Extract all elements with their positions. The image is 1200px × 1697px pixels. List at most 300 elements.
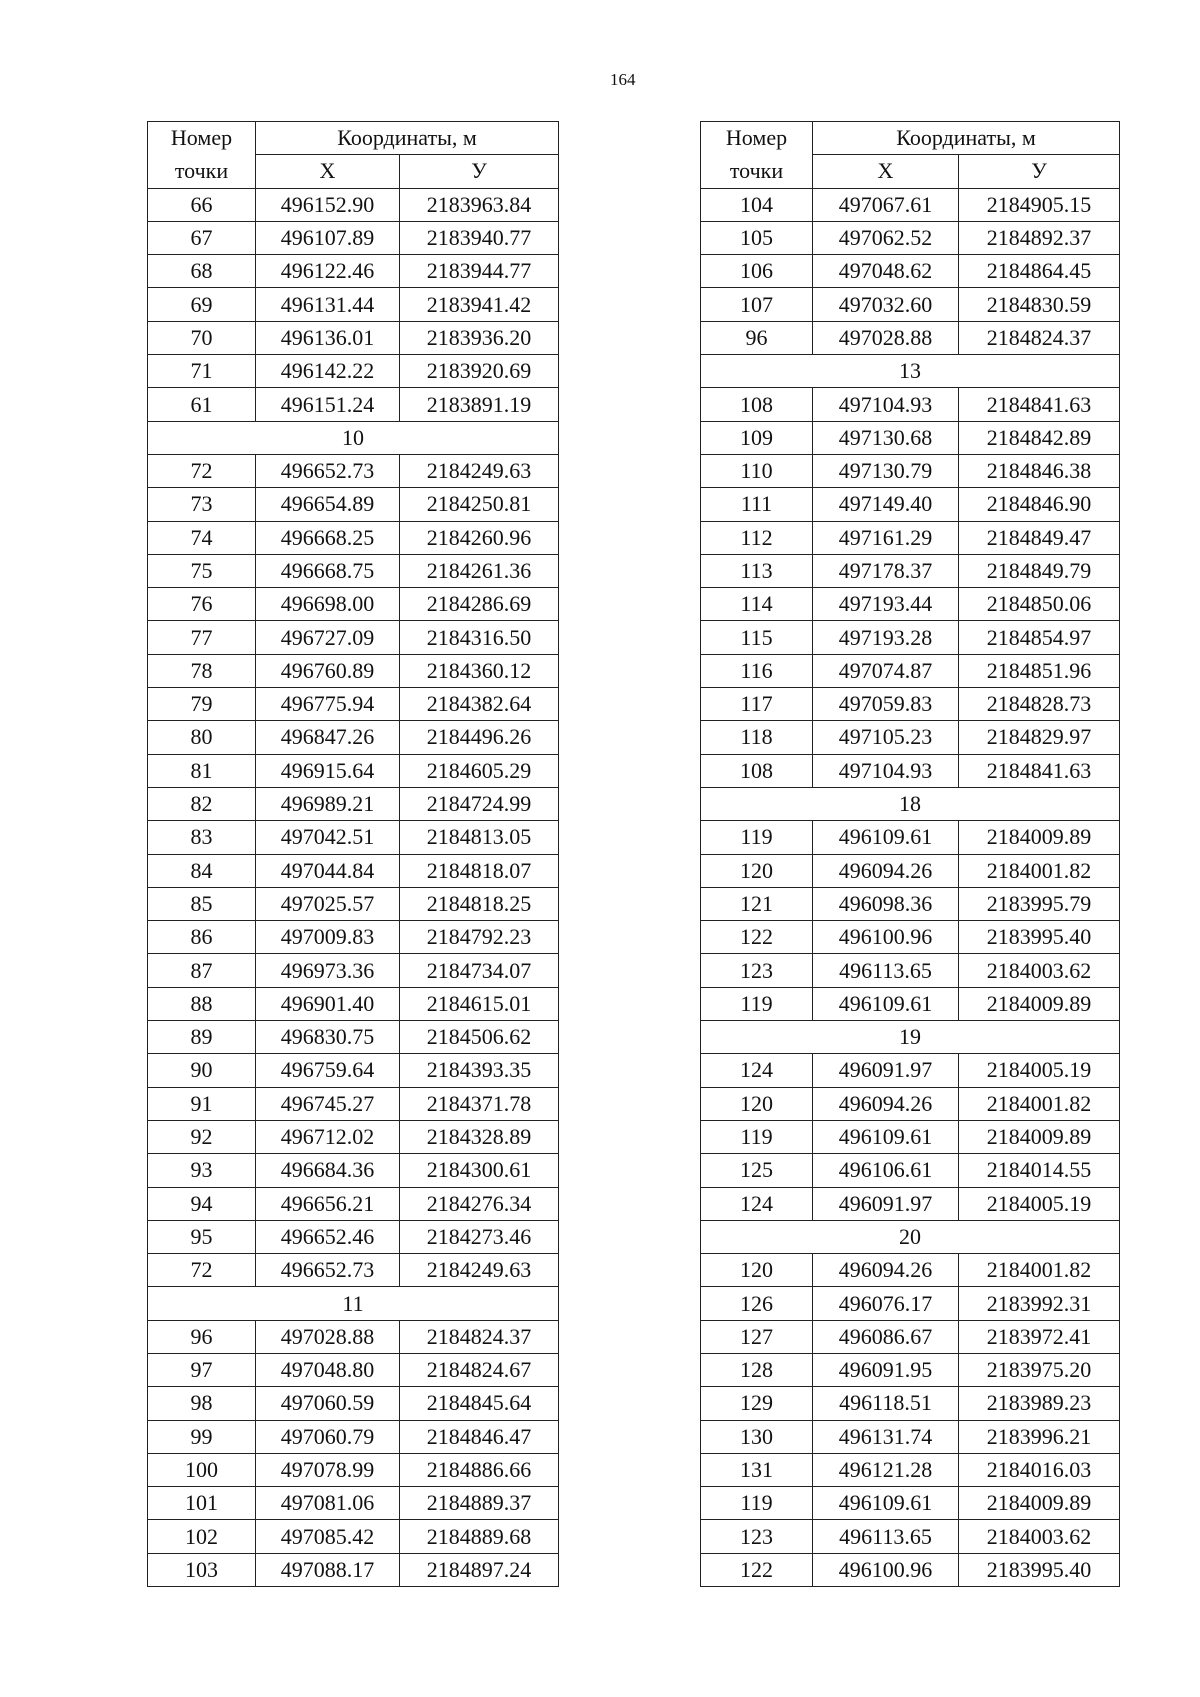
- point-number-cell: 72: [148, 1254, 256, 1287]
- y-coordinate-cell: 2183995.40: [959, 1553, 1120, 1586]
- x-coordinate-cell: 496151.24: [256, 388, 400, 421]
- x-coordinate-cell: 496113.65: [813, 954, 959, 987]
- x-coordinate-cell: 496109.61: [813, 821, 959, 854]
- table-row: [148, 688, 559, 721]
- point-number-cell: 106: [701, 255, 813, 288]
- y-coordinate-cell: 2184261.36: [400, 554, 559, 587]
- y-coordinate-cell: 2184813.05: [400, 821, 559, 854]
- group-number: 13: [701, 355, 1120, 388]
- x-coordinate-cell: 496131.44: [256, 288, 400, 321]
- x-coordinate-cell: 497078.99: [256, 1453, 400, 1486]
- table-row: [148, 1320, 559, 1353]
- point-number-cell: 88: [148, 987, 256, 1020]
- x-coordinate-cell: 496759.64: [256, 1054, 400, 1087]
- coordinates-header: Координаты, м: [256, 122, 559, 155]
- point-number-cell: 122: [701, 921, 813, 954]
- x-coordinate-cell: 496652.46: [256, 1220, 400, 1253]
- x-coordinate-cell: 497048.80: [256, 1353, 400, 1386]
- table-row: [148, 355, 559, 388]
- point-number-cell: 113: [701, 554, 813, 587]
- table-row: [701, 588, 1120, 621]
- point-number-cell: 99: [148, 1420, 256, 1453]
- table-row: [148, 954, 559, 987]
- point-number-header-2: точки: [701, 155, 813, 188]
- y-coordinate-cell: 2184829.97: [959, 721, 1120, 754]
- x-coordinate-cell: 497088.17: [256, 1553, 400, 1586]
- table-row: [701, 554, 1120, 587]
- table-row: [701, 1087, 1120, 1120]
- x-coordinate-cell: 497062.52: [813, 221, 959, 254]
- x-coordinate-cell: 497028.88: [813, 321, 959, 354]
- x-coordinate-cell: 496076.17: [813, 1287, 959, 1320]
- group-row: [148, 421, 559, 454]
- x-coordinate-cell: 497130.68: [813, 421, 959, 454]
- x-coordinate-cell: 496091.97: [813, 1054, 959, 1087]
- point-number-cell: 123: [701, 1520, 813, 1553]
- table-row: [148, 1187, 559, 1220]
- point-number-cell: 89: [148, 1021, 256, 1054]
- point-number-cell: 73: [148, 488, 256, 521]
- y-coordinate-cell: 2184830.59: [959, 288, 1120, 321]
- point-number-cell: 122: [701, 1553, 813, 1586]
- x-coordinate-cell: 496654.89: [256, 488, 400, 521]
- point-number-cell: 67: [148, 221, 256, 254]
- point-number-cell: 105: [701, 221, 813, 254]
- page-number: 164: [610, 70, 636, 89]
- point-number-cell: 120: [701, 1087, 813, 1120]
- x-coordinate-cell: 497161.29: [813, 521, 959, 554]
- point-number-cell: 102: [148, 1520, 256, 1553]
- group-number: 18: [701, 787, 1120, 820]
- y-coordinate-cell: 2184841.63: [959, 388, 1120, 421]
- y-coordinate-cell: 2183963.84: [400, 188, 559, 221]
- x-coordinate-cell: 496973.36: [256, 954, 400, 987]
- point-number-cell: 90: [148, 1054, 256, 1087]
- x-coordinate-cell: 496091.95: [813, 1353, 959, 1386]
- point-number-cell: 121: [701, 887, 813, 920]
- point-number-cell: 72: [148, 454, 256, 487]
- table-row: [148, 321, 559, 354]
- table-row: [701, 1453, 1120, 1486]
- point-number-cell: 123: [701, 954, 813, 987]
- table-row: [701, 1420, 1120, 1453]
- x-coordinate-cell: 496652.73: [256, 1254, 400, 1287]
- table-row: [148, 1220, 559, 1253]
- x-coordinate-cell: 496109.61: [813, 987, 959, 1020]
- table-row: [148, 554, 559, 587]
- point-number-cell: 94: [148, 1187, 256, 1220]
- point-number-cell: 116: [701, 654, 813, 687]
- x-coordinate-cell: 496100.96: [813, 921, 959, 954]
- table-row: [701, 987, 1120, 1020]
- table-row: [148, 721, 559, 754]
- point-number-cell: 104: [701, 188, 813, 221]
- y-coordinate-cell: 2184003.62: [959, 954, 1120, 987]
- table-row: [148, 188, 559, 221]
- group-row: [701, 787, 1120, 820]
- x-coordinate-cell: 496131.74: [813, 1420, 959, 1453]
- point-number-cell: 85: [148, 887, 256, 920]
- table-row: [148, 921, 559, 954]
- point-number-cell: 92: [148, 1120, 256, 1153]
- group-number: 19: [701, 1021, 1120, 1054]
- table-row: [701, 854, 1120, 887]
- point-number-cell: 77: [148, 621, 256, 654]
- point-number-cell: 100: [148, 1453, 256, 1486]
- x-coordinate-cell: 496109.61: [813, 1120, 959, 1153]
- table-row: [701, 1154, 1120, 1187]
- table-row: [701, 1254, 1120, 1287]
- point-number-cell: 80: [148, 721, 256, 754]
- table-row: [148, 754, 559, 787]
- point-number-cell: 131: [701, 1453, 813, 1486]
- y-coordinate-cell: 2184260.96: [400, 521, 559, 554]
- point-number-cell: 61: [148, 388, 256, 421]
- x-coordinate-cell: 497067.61: [813, 188, 959, 221]
- x-coordinate-cell: 496745.27: [256, 1087, 400, 1120]
- x-coordinate-cell: 497028.88: [256, 1320, 400, 1353]
- table-row: [148, 987, 559, 1020]
- x-coordinate-cell: 497193.28: [813, 621, 959, 654]
- coordinates-header: Координаты, м: [813, 122, 1120, 155]
- y-coordinate-cell: 2183995.40: [959, 921, 1120, 954]
- x-coordinate-cell: 497059.83: [813, 688, 959, 721]
- y-header: У: [959, 155, 1120, 188]
- group-number: 10: [148, 421, 559, 454]
- point-number-cell: 87: [148, 954, 256, 987]
- x-coordinate-cell: 496100.96: [813, 1553, 959, 1586]
- table-row: [148, 1154, 559, 1187]
- x-header: Х: [813, 155, 959, 188]
- y-coordinate-cell: 2184009.89: [959, 1120, 1120, 1153]
- y-coordinate-cell: 2184846.90: [959, 488, 1120, 521]
- point-number-cell: 125: [701, 1154, 813, 1187]
- y-coordinate-cell: 2184371.78: [400, 1087, 559, 1120]
- x-coordinate-cell: 496113.65: [813, 1520, 959, 1553]
- y-coordinate-cell: 2184273.46: [400, 1220, 559, 1253]
- y-coordinate-cell: 2184496.26: [400, 721, 559, 754]
- x-coordinate-cell: 496727.09: [256, 621, 400, 654]
- table-row: [148, 488, 559, 521]
- x-coordinate-cell: 497104.93: [813, 754, 959, 787]
- point-number-cell: 120: [701, 854, 813, 887]
- y-coordinate-cell: 2184328.89: [400, 1120, 559, 1153]
- x-coordinate-cell: 497060.59: [256, 1387, 400, 1420]
- point-number-cell: 130: [701, 1420, 813, 1453]
- table-row: [701, 1353, 1120, 1386]
- y-coordinate-cell: 2184009.89: [959, 1487, 1120, 1520]
- table-row: [701, 255, 1120, 288]
- point-number-cell: 93: [148, 1154, 256, 1187]
- point-number-cell: 79: [148, 688, 256, 721]
- y-coordinate-cell: 2184615.01: [400, 987, 559, 1020]
- table-row: [701, 621, 1120, 654]
- point-number-cell: 119: [701, 1120, 813, 1153]
- x-coordinate-cell: 497074.87: [813, 654, 959, 687]
- y-coordinate-cell: 2184016.03: [959, 1453, 1120, 1486]
- y-coordinate-cell: 2184792.23: [400, 921, 559, 954]
- y-coordinate-cell: 2183975.20: [959, 1353, 1120, 1386]
- x-coordinate-cell: 496142.22: [256, 355, 400, 388]
- y-coordinate-cell: 2184300.61: [400, 1154, 559, 1187]
- point-number-cell: 128: [701, 1353, 813, 1386]
- point-number-cell: 95: [148, 1220, 256, 1253]
- y-coordinate-cell: 2184316.50: [400, 621, 559, 654]
- point-number-cell: 117: [701, 688, 813, 721]
- x-coordinate-cell: 496668.25: [256, 521, 400, 554]
- point-number-cell: 69: [148, 288, 256, 321]
- table-row: [148, 854, 559, 887]
- point-number-cell: 114: [701, 588, 813, 621]
- table-row: [701, 454, 1120, 487]
- table-row: [701, 654, 1120, 687]
- table-row: [148, 1420, 559, 1453]
- point-number-header: Номер: [701, 122, 813, 155]
- y-coordinate-cell: 2183992.31: [959, 1287, 1120, 1320]
- y-coordinate-cell: 2184005.19: [959, 1187, 1120, 1220]
- x-coordinate-cell: 496652.73: [256, 454, 400, 487]
- point-number-cell: 101: [148, 1487, 256, 1520]
- point-number-cell: 68: [148, 255, 256, 288]
- y-coordinate-cell: 2183972.41: [959, 1320, 1120, 1353]
- point-number-cell: 119: [701, 987, 813, 1020]
- x-coordinate-cell: 496668.75: [256, 554, 400, 587]
- y-header: У: [400, 155, 559, 188]
- table-row: [148, 1387, 559, 1420]
- point-number-cell: 96: [148, 1320, 256, 1353]
- group-row: [701, 355, 1120, 388]
- y-coordinate-cell: 2184824.37: [400, 1320, 559, 1353]
- table-row: [148, 621, 559, 654]
- point-number-cell: 74: [148, 521, 256, 554]
- y-coordinate-cell: 2184905.15: [959, 188, 1120, 221]
- group-row: [148, 1287, 559, 1320]
- x-coordinate-cell: 496091.97: [813, 1187, 959, 1220]
- point-number-cell: 103: [148, 1553, 256, 1586]
- y-coordinate-cell: 2184724.99: [400, 787, 559, 820]
- table-row: [701, 488, 1120, 521]
- x-coordinate-cell: 496121.28: [813, 1453, 959, 1486]
- point-number-cell: 71: [148, 355, 256, 388]
- point-number-header-2: точки: [148, 155, 256, 188]
- y-coordinate-cell: 2184849.79: [959, 554, 1120, 587]
- coordinates-table-right: [700, 121, 1120, 1587]
- table-row: [701, 1120, 1120, 1153]
- x-coordinate-cell: 497193.44: [813, 588, 959, 621]
- y-coordinate-cell: 2184250.81: [400, 488, 559, 521]
- point-number-cell: 118: [701, 721, 813, 754]
- point-number-cell: 108: [701, 388, 813, 421]
- y-coordinate-cell: 2184828.73: [959, 688, 1120, 721]
- x-coordinate-cell: 497149.40: [813, 488, 959, 521]
- y-coordinate-cell: 2184849.47: [959, 521, 1120, 554]
- y-coordinate-cell: 2183941.42: [400, 288, 559, 321]
- y-coordinate-cell: 2184851.96: [959, 654, 1120, 687]
- x-coordinate-cell: 496712.02: [256, 1120, 400, 1153]
- table-row: [701, 721, 1120, 754]
- x-coordinate-cell: 497048.62: [813, 255, 959, 288]
- table-row: [701, 188, 1120, 221]
- x-coordinate-cell: 497105.23: [813, 721, 959, 754]
- x-coordinate-cell: 496086.67: [813, 1320, 959, 1353]
- x-coordinate-cell: 497130.79: [813, 454, 959, 487]
- y-coordinate-cell: 2184892.37: [959, 221, 1120, 254]
- table-row: [701, 1187, 1120, 1220]
- table-row: [701, 221, 1120, 254]
- point-number-cell: 111: [701, 488, 813, 521]
- x-coordinate-cell: 496915.64: [256, 754, 400, 787]
- y-coordinate-cell: 2183995.79: [959, 887, 1120, 920]
- point-number-cell: 84: [148, 854, 256, 887]
- y-coordinate-cell: 2184824.67: [400, 1353, 559, 1386]
- y-coordinate-cell: 2184841.63: [959, 754, 1120, 787]
- group-row: [701, 1021, 1120, 1054]
- table-row: [148, 255, 559, 288]
- x-coordinate-cell: 496775.94: [256, 688, 400, 721]
- group-number: 11: [148, 1287, 559, 1320]
- x-coordinate-cell: 496094.26: [813, 854, 959, 887]
- table-row: [148, 454, 559, 487]
- table-row: [701, 1054, 1120, 1087]
- y-coordinate-cell: 2184864.45: [959, 255, 1120, 288]
- table-row: [701, 1287, 1120, 1320]
- x-coordinate-cell: 496107.89: [256, 221, 400, 254]
- point-number-cell: 78: [148, 654, 256, 687]
- table-row: [148, 1120, 559, 1153]
- x-coordinate-cell: 496989.21: [256, 787, 400, 820]
- x-coordinate-cell: 496698.00: [256, 588, 400, 621]
- table-row: [701, 921, 1120, 954]
- point-number-cell: 108: [701, 754, 813, 787]
- x-coordinate-cell: 496684.36: [256, 1154, 400, 1187]
- coordinates-table-left: [147, 121, 559, 1587]
- table-row: [148, 388, 559, 421]
- x-coordinate-cell: 497178.37: [813, 554, 959, 587]
- x-coordinate-cell: 496098.36: [813, 887, 959, 920]
- point-number-header: Номер: [148, 122, 256, 155]
- x-coordinate-cell: 497032.60: [813, 288, 959, 321]
- point-number-cell: 81: [148, 754, 256, 787]
- point-number-cell: 82: [148, 787, 256, 820]
- table-row: [148, 1553, 559, 1586]
- table-row: [148, 1487, 559, 1520]
- table-row: [701, 887, 1120, 920]
- x-coordinate-cell: 497085.42: [256, 1520, 400, 1553]
- y-coordinate-cell: 2183996.21: [959, 1420, 1120, 1453]
- x-coordinate-cell: 496094.26: [813, 1087, 959, 1120]
- table-row: [148, 787, 559, 820]
- y-coordinate-cell: 2184003.62: [959, 1520, 1120, 1553]
- y-coordinate-cell: 2183989.23: [959, 1387, 1120, 1420]
- y-coordinate-cell: 2184818.25: [400, 887, 559, 920]
- y-coordinate-cell: 2184850.06: [959, 588, 1120, 621]
- table-row: [148, 588, 559, 621]
- y-coordinate-cell: 2184249.63: [400, 454, 559, 487]
- point-number-cell: 115: [701, 621, 813, 654]
- x-header: Х: [256, 155, 400, 188]
- x-coordinate-cell: 496830.75: [256, 1021, 400, 1054]
- table-row: [148, 1054, 559, 1087]
- point-number-cell: 97: [148, 1353, 256, 1386]
- x-coordinate-cell: 496109.61: [813, 1487, 959, 1520]
- table-row: [701, 288, 1120, 321]
- y-coordinate-cell: 2184014.55: [959, 1154, 1120, 1187]
- group-number: 20: [701, 1220, 1120, 1253]
- table-row: [701, 421, 1120, 454]
- point-number-cell: 109: [701, 421, 813, 454]
- point-number-cell: 119: [701, 1487, 813, 1520]
- y-coordinate-cell: 2184846.47: [400, 1420, 559, 1453]
- x-coordinate-cell: 497009.83: [256, 921, 400, 954]
- y-coordinate-cell: 2184734.07: [400, 954, 559, 987]
- point-number-cell: 129: [701, 1387, 813, 1420]
- y-coordinate-cell: 2183891.19: [400, 388, 559, 421]
- point-number-cell: 83: [148, 821, 256, 854]
- y-coordinate-cell: 2184845.64: [400, 1387, 559, 1420]
- point-number-cell: 119: [701, 821, 813, 854]
- x-coordinate-cell: 496136.01: [256, 321, 400, 354]
- table-row: [148, 654, 559, 687]
- x-coordinate-cell: 497025.57: [256, 887, 400, 920]
- point-number-cell: 86: [148, 921, 256, 954]
- table-row: [148, 1353, 559, 1386]
- table-row: [701, 321, 1120, 354]
- y-coordinate-cell: 2184506.62: [400, 1021, 559, 1054]
- x-coordinate-cell: 497060.79: [256, 1420, 400, 1453]
- point-number-cell: 96: [701, 321, 813, 354]
- table-row: [148, 521, 559, 554]
- y-coordinate-cell: 2184818.07: [400, 854, 559, 887]
- x-coordinate-cell: 497104.93: [813, 388, 959, 421]
- table-row: [148, 288, 559, 321]
- x-coordinate-cell: 496901.40: [256, 987, 400, 1020]
- y-coordinate-cell: 2184005.19: [959, 1054, 1120, 1087]
- point-number-cell: 66: [148, 188, 256, 221]
- x-coordinate-cell: 496656.21: [256, 1187, 400, 1220]
- point-number-cell: 76: [148, 588, 256, 621]
- y-coordinate-cell: 2184009.89: [959, 821, 1120, 854]
- x-coordinate-cell: 496122.46: [256, 255, 400, 288]
- y-coordinate-cell: 2184001.82: [959, 1254, 1120, 1287]
- y-coordinate-cell: 2184001.82: [959, 1087, 1120, 1120]
- y-coordinate-cell: 2184393.35: [400, 1054, 559, 1087]
- table-row: [701, 821, 1120, 854]
- point-number-cell: 110: [701, 454, 813, 487]
- y-coordinate-cell: 2183940.77: [400, 221, 559, 254]
- table-row: [701, 388, 1120, 421]
- table-row: [148, 1021, 559, 1054]
- x-coordinate-cell: 496152.90: [256, 188, 400, 221]
- point-number-cell: 98: [148, 1387, 256, 1420]
- y-coordinate-cell: 2184276.34: [400, 1187, 559, 1220]
- y-coordinate-cell: 2184009.89: [959, 987, 1120, 1020]
- point-number-cell: 75: [148, 554, 256, 587]
- table-row: [701, 954, 1120, 987]
- x-coordinate-cell: 497042.51: [256, 821, 400, 854]
- y-coordinate-cell: 2184897.24: [400, 1553, 559, 1586]
- x-coordinate-cell: 496118.51: [813, 1387, 959, 1420]
- point-number-cell: 124: [701, 1054, 813, 1087]
- y-coordinate-cell: 2184249.63: [400, 1254, 559, 1287]
- y-coordinate-cell: 2184886.66: [400, 1453, 559, 1486]
- x-coordinate-cell: 496847.26: [256, 721, 400, 754]
- y-coordinate-cell: 2184854.97: [959, 621, 1120, 654]
- x-coordinate-cell: 496094.26: [813, 1254, 959, 1287]
- y-coordinate-cell: 2184382.64: [400, 688, 559, 721]
- table-row: [701, 521, 1120, 554]
- table-row: [148, 1254, 559, 1287]
- table-row: [701, 1553, 1120, 1586]
